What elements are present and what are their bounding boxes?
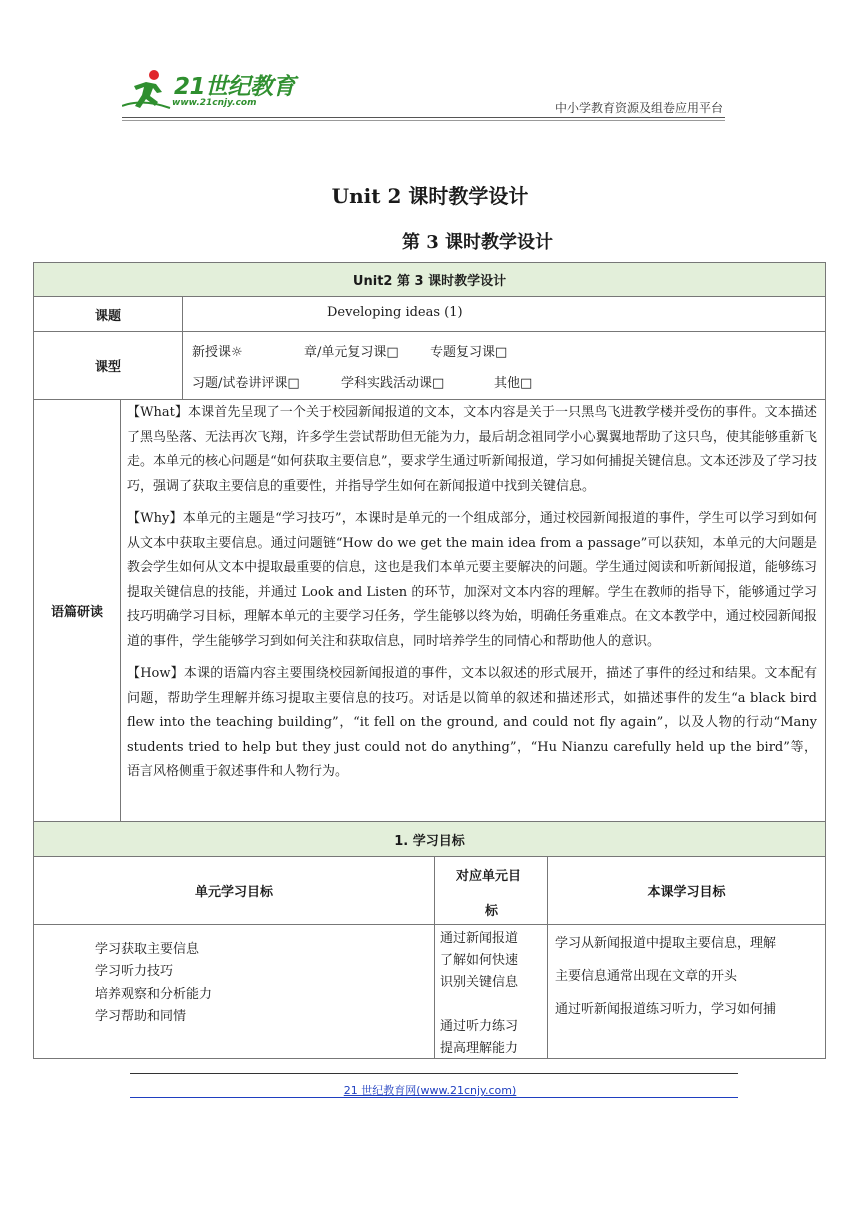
type-label: 课型 xyxy=(94,360,121,375)
table-heading: Unit2 第 3 课时教学设计 xyxy=(352,274,507,289)
goals-content-row xyxy=(33,925,826,1059)
footer-divider xyxy=(130,1073,738,1074)
corresponding-goal-line: 通过新闻报道 xyxy=(440,931,519,946)
corresponding-goals-cell xyxy=(434,925,547,1058)
section1-heading: 1. 学习目标 xyxy=(394,833,465,849)
type-option-topic-review: 专题复习课□ xyxy=(430,345,508,360)
document-subtitle: 第 3 课时教学设计 xyxy=(402,232,554,253)
goals-header-row xyxy=(33,857,826,925)
topic-row xyxy=(33,297,826,332)
lesson-goal-line: 主要信息通常出现在文章的开头 xyxy=(555,969,738,984)
platform-tagline: 中小学教育资源及组卷应用平台 xyxy=(554,101,723,115)
header-divider xyxy=(122,117,725,118)
analysis-what-paragraph: 【What】本课首先呈现了一个关于校园新闻报道的文本，文本内容是关于一只黑鸟飞进教学楼并受伤的事件。文本描述了黑鸟坠落、无法再次飞翔，许多学生尝试帮助但无能为力，最后胡念祖同学小心翼翼地帮助了这只鸟，使其能够重新飞走。本单元的核心问题是“如何获取主要信息”，要求学生通过听新闻报道，学习如何捕捉关键信息。文本还涉及了学习技巧，强调了获取主要信息的重要性，并指导学生如何在新闻报道中找到关键信息。 xyxy=(127,405,817,494)
corresponding-header-cell xyxy=(434,857,547,924)
type-option-unit-review: 章/单元复习课□ xyxy=(304,345,399,360)
footer-link-underline xyxy=(130,1097,738,1098)
unit-goal-item: 学习获取主要信息 xyxy=(95,942,200,957)
text-analysis-row xyxy=(33,400,826,822)
corresponding-header-line1: 对应单元目 xyxy=(456,869,522,884)
corresponding-goal-line: 提高理解能力 xyxy=(440,1041,519,1056)
unit-goals-header-cell xyxy=(34,857,434,924)
analysis-why-paragraph: 【Why】本单元的主题是“学习技巧”，本课时是单元的一个组成部分，通过校园新闻报道的事件，学生可以学习到如何从文本中获取主要信息。通过问题链“How do we get the main idea from a passage”可以获知，本单元的大问题是教会学生如何从文本中提取最重要的信息，这也是我们本单元要主要解决的问题。学生通过阅读和听新闻报道，能够练习提取关键信息的技能，并通过 Look and Listen 的环节，加深对文本内容的理解。学生在教师的指导下，能够通过学习技巧明确学习目标，理解本单元的主要学习任务，学生能够以终为始，明确任务重难点。在文本教学中，通过校园新闻报道的事件，学生能够学习到如何关注和获取信息，同时培养学生的同情心和帮助他人的意识。 xyxy=(127,511,817,649)
table-heading-row xyxy=(33,262,826,297)
corresponding-header-line2: 标 xyxy=(485,904,499,919)
topic-value-cell xyxy=(182,297,825,331)
runner-logo-icon xyxy=(122,68,172,112)
document-title: Unit 2 课时教学设计 xyxy=(331,184,529,208)
type-option-exercise-review: 习题/试卷讲评课□ xyxy=(192,376,300,391)
topic-label: 课题 xyxy=(94,308,121,324)
header-divider-secondary xyxy=(122,120,725,121)
site-logo xyxy=(122,66,296,118)
type-label-cell xyxy=(34,332,182,399)
corresponding-goal-line: 通过听力练习 xyxy=(440,1019,519,1034)
type-option-new: 新授课☼ xyxy=(192,345,243,360)
unit-goal-item: 学习帮助和同情 xyxy=(95,1009,187,1024)
unit-goal-item: 学习听力技巧 xyxy=(95,964,174,979)
unit-goal-item: 培养观察和分析能力 xyxy=(95,987,213,1002)
unit-goals-cell xyxy=(34,925,434,1058)
lesson-goals-header: 本课学习目标 xyxy=(647,885,726,900)
section1-heading-row xyxy=(33,822,826,857)
type-option-other: 其他□ xyxy=(494,376,533,391)
lesson-goal-line: 学习从新闻报道中提取主要信息，理解 xyxy=(555,936,777,951)
type-row xyxy=(33,332,826,400)
type-option-practice: 学科实践活动课□ xyxy=(341,376,445,391)
topic-label-cell xyxy=(34,297,182,331)
unit-goals-header: 单元学习目标 xyxy=(194,885,273,900)
lesson-goals-header-cell xyxy=(547,857,825,924)
lesson-goals-cell xyxy=(547,925,825,1058)
type-options-cell xyxy=(182,332,825,399)
logo-url: www.21cnjy.com xyxy=(172,98,257,108)
analysis-label: 语篇研读 xyxy=(50,605,103,620)
analysis-how-paragraph: 【How】本课的语篇内容主要围绕校园新闻报道的事件，文本以叙述的形式展开，描述了事件的经过和结果。文本配有问题，帮助学生理解并练习提取主要信息的技巧。对话是以简单的叙述和描述形式，如描述事件的发生“a black bird flew into the teaching building”，“it fell on the ground, and could not fly again”，以及人物的行动“Many students tried to help but they just could not do anything”，“Hu Nianzu carefully held up the bird”等，语言风格侧重于叙述事件和人物行为。 xyxy=(127,666,817,779)
footer-site-link[interactable]: 21 世纪教育网(www.21cnjy.com) xyxy=(343,1084,517,1097)
corresponding-goal-line: 了解如何快速 xyxy=(440,953,519,968)
analysis-label-cell xyxy=(34,400,120,821)
lesson-goal-line: 通过听新闻报道练习听力，学习如何捕 xyxy=(555,1002,777,1017)
logo-text: 21世纪教育 xyxy=(174,74,296,100)
analysis-content-cell xyxy=(120,400,825,821)
topic-value: Developing ideas (1) xyxy=(327,305,463,320)
corresponding-goal-line: 识别关键信息 xyxy=(440,975,519,990)
